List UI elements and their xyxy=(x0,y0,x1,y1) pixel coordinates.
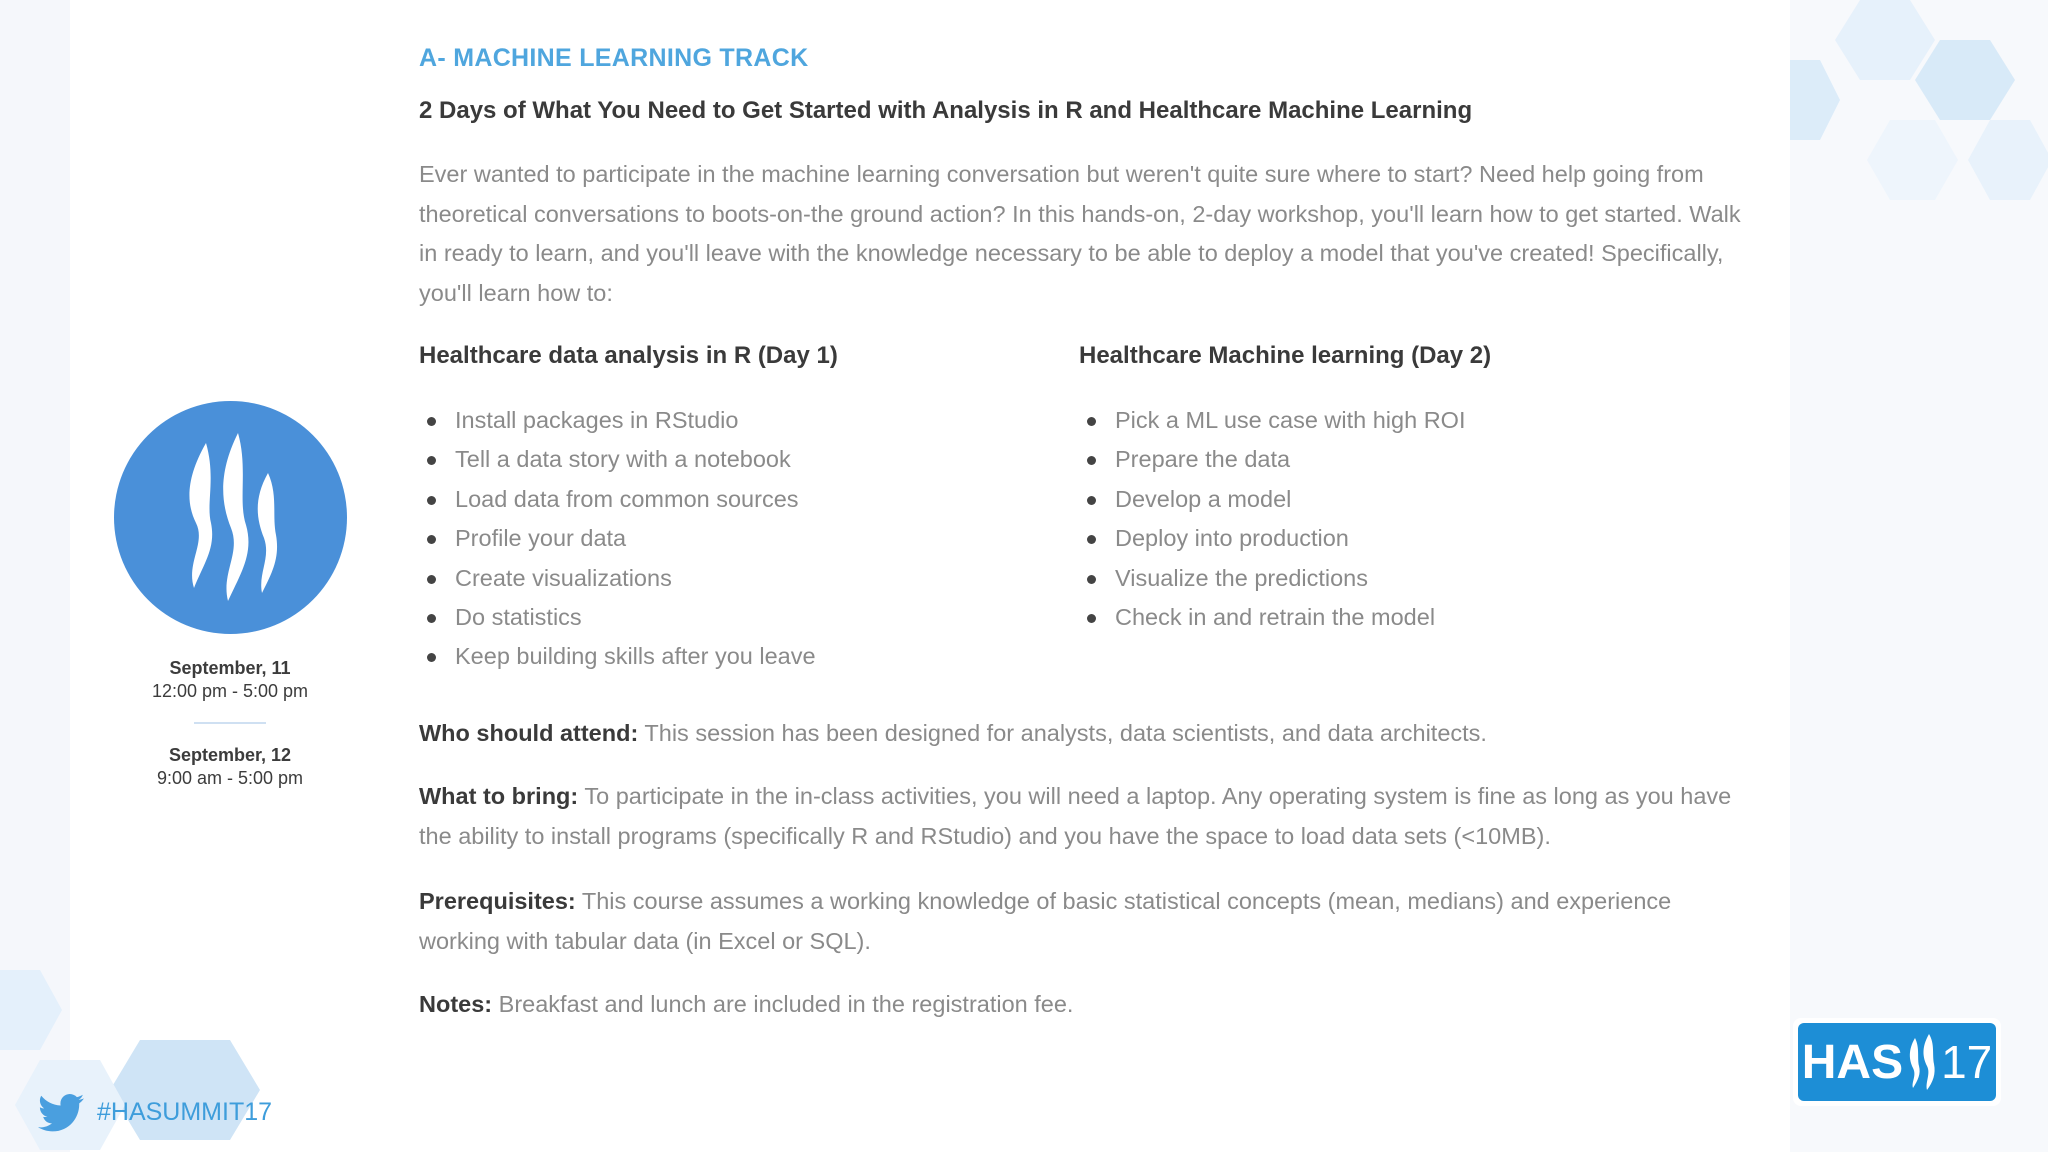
list-item-text: Profile your data xyxy=(455,525,627,552)
list-item-text: Create visualizations xyxy=(455,564,672,591)
session-divider xyxy=(194,722,266,724)
list-item xyxy=(419,480,816,519)
prereq-label: Prerequisites: xyxy=(419,888,576,914)
bullet-icon xyxy=(427,496,436,505)
who-label: Who should attend: xyxy=(419,720,639,746)
list-item xyxy=(1079,401,1465,440)
list-item xyxy=(419,559,816,598)
bullet-icon xyxy=(427,456,436,465)
flame-logo-circle xyxy=(114,401,347,634)
list-item xyxy=(419,519,816,558)
day-2-heading: Healthcare Machine learning (Day 2) xyxy=(1079,342,1492,369)
bullet-icon xyxy=(427,417,436,426)
what-to-bring xyxy=(419,777,1749,856)
list-item-text: Prepare the data xyxy=(1115,446,1291,473)
bullet-icon xyxy=(1087,575,1096,584)
has17-logo-inner xyxy=(1798,1023,1996,1101)
list-item-text: Load data from common sources xyxy=(455,485,799,512)
bullet-icon xyxy=(1087,496,1096,505)
notes xyxy=(419,985,1749,1025)
session-day-2 xyxy=(100,744,360,790)
badge-number: 17 xyxy=(1941,1036,1993,1088)
list-item xyxy=(1079,598,1465,637)
list-item xyxy=(419,401,816,440)
bullet-icon xyxy=(427,535,436,544)
bullet-icon xyxy=(1087,535,1096,544)
list-item-text: Install packages in RStudio xyxy=(455,407,739,433)
bullet-icon xyxy=(1087,456,1096,465)
list-item-text: Tell a data story with a notebook xyxy=(455,446,791,473)
bullet-icon xyxy=(427,575,436,584)
list-item-text: Check in and retrain the model xyxy=(1115,603,1436,630)
flame-icon xyxy=(176,433,286,603)
bullet-icon xyxy=(427,614,436,623)
twitter-bird-icon xyxy=(38,1093,84,1133)
track-title: A- MACHINE LEARNING TRACK xyxy=(419,44,809,72)
day-1-list xyxy=(419,401,816,677)
prerequisites xyxy=(419,882,1749,961)
list-item-text: Pick a ML use case with high ROI xyxy=(1115,407,1466,433)
who-should-attend xyxy=(419,714,1749,754)
list-item-text: Develop a model xyxy=(1115,485,1292,512)
list-item xyxy=(1079,440,1465,479)
bullet-icon xyxy=(1087,417,1096,426)
day-2-list xyxy=(1079,401,1465,637)
list-item xyxy=(419,440,816,479)
list-item-text: Deploy into production xyxy=(1115,525,1349,552)
session-time: 12:00 pm - 5:00 pm xyxy=(151,681,309,701)
badge-text: HAS xyxy=(1801,1035,1904,1089)
bring-label: What to bring: xyxy=(419,783,579,809)
day-1-heading: Healthcare data analysis in R (Day 1) xyxy=(419,342,838,369)
who-text: This session has been designed for analysts, data scientists, and data architects. xyxy=(638,720,1487,746)
session-day-1 xyxy=(100,657,360,703)
notes-label: Notes: xyxy=(419,991,493,1017)
list-item xyxy=(1079,559,1465,598)
session-date: September, 12 xyxy=(168,745,292,765)
list-item xyxy=(419,637,816,676)
bullet-icon xyxy=(427,653,436,662)
list-item-text: Keep building skills after you leave xyxy=(455,643,816,670)
bullet-icon xyxy=(1087,614,1096,623)
list-item xyxy=(1079,519,1465,558)
flame-icon xyxy=(1905,1034,1939,1090)
track-subtitle: 2 Days of What You Need to Get Started with Analysis in R and Healthcare Machine Learning xyxy=(419,97,1473,124)
notes-text: Breakfast and lunch are included in the registration fee. xyxy=(492,991,1074,1017)
list-item-text: Do statistics xyxy=(455,603,582,630)
session-date: September, 11 xyxy=(169,658,291,678)
list-item-text: Visualize the predictions xyxy=(1115,564,1368,591)
event-hashtag: #HASUMMIT17 xyxy=(97,1098,273,1126)
hexagon-decoration-top-right xyxy=(1790,0,2048,260)
list-item xyxy=(1079,480,1465,519)
prereq-text: This course assumes a working knowledge of basic statistical concepts (mean, medians) and experience working with tabular data (in Excel or SQL). xyxy=(419,888,1672,954)
has17-logo xyxy=(1793,1018,2001,1106)
bring-text: To participate in the in-class activities, you will need a laptop. Any operating system is fine as long as you have the ability to install programs (specifically R and RStudio) and you have the space to load data sets (<10MB). xyxy=(419,783,1732,849)
list-item xyxy=(419,598,816,637)
session-time: 9:00 am - 5:00 pm xyxy=(156,768,304,788)
intro-paragraph: Ever wanted to participate in the machine learning conversation but weren't quite sure where to start? Need help going from theoretical conversations to boots-on-the ground action? In this hands-on, 2-day workshop, you'll learn how to get started. Walk in ready to learn, and you'll leave with the knowledge necessary to be able to deploy a model that you've created! Specifically, you'll learn how to: xyxy=(419,161,1741,306)
